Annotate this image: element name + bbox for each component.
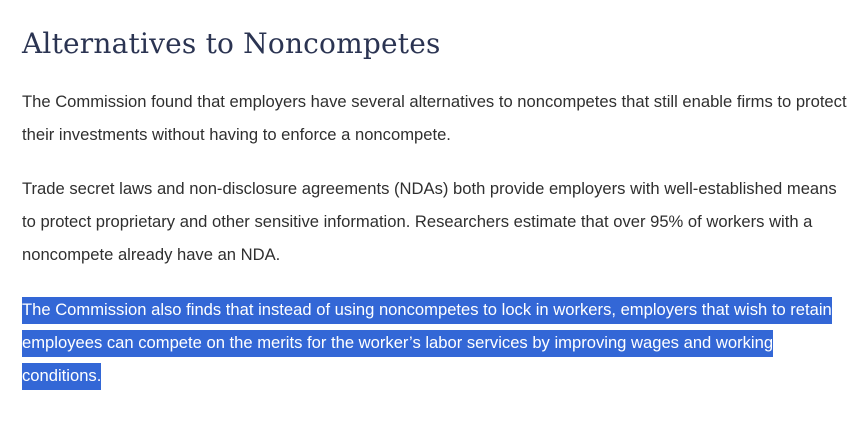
paragraph-text: Trade secret laws and non-disclosure agreements (NDAs) both provide employers with well-established means to protect proprietary and other sensitive information. Researchers estimate that over 95% of workers with a noncompete already have an NDA. xyxy=(22,179,837,264)
section-heading: Alternatives to Noncompetes xyxy=(22,27,441,60)
paragraph-text: The Commission found that employers have several alternatives to noncompetes that still enable firms to protect their investments without having to enforce a noncompete. xyxy=(22,92,847,144)
paragraph-compete-on-merits[interactable] xyxy=(22,293,847,392)
paragraph-trade-secrets xyxy=(22,172,847,271)
selected-text[interactable]: The Commission also finds that instead of using noncompetes to lock in workers, employers that wish to retain employees can compete on the merits for the worker’s labor services by improving wages and working conditions. xyxy=(22,297,832,390)
paragraph-alternatives xyxy=(22,85,847,151)
